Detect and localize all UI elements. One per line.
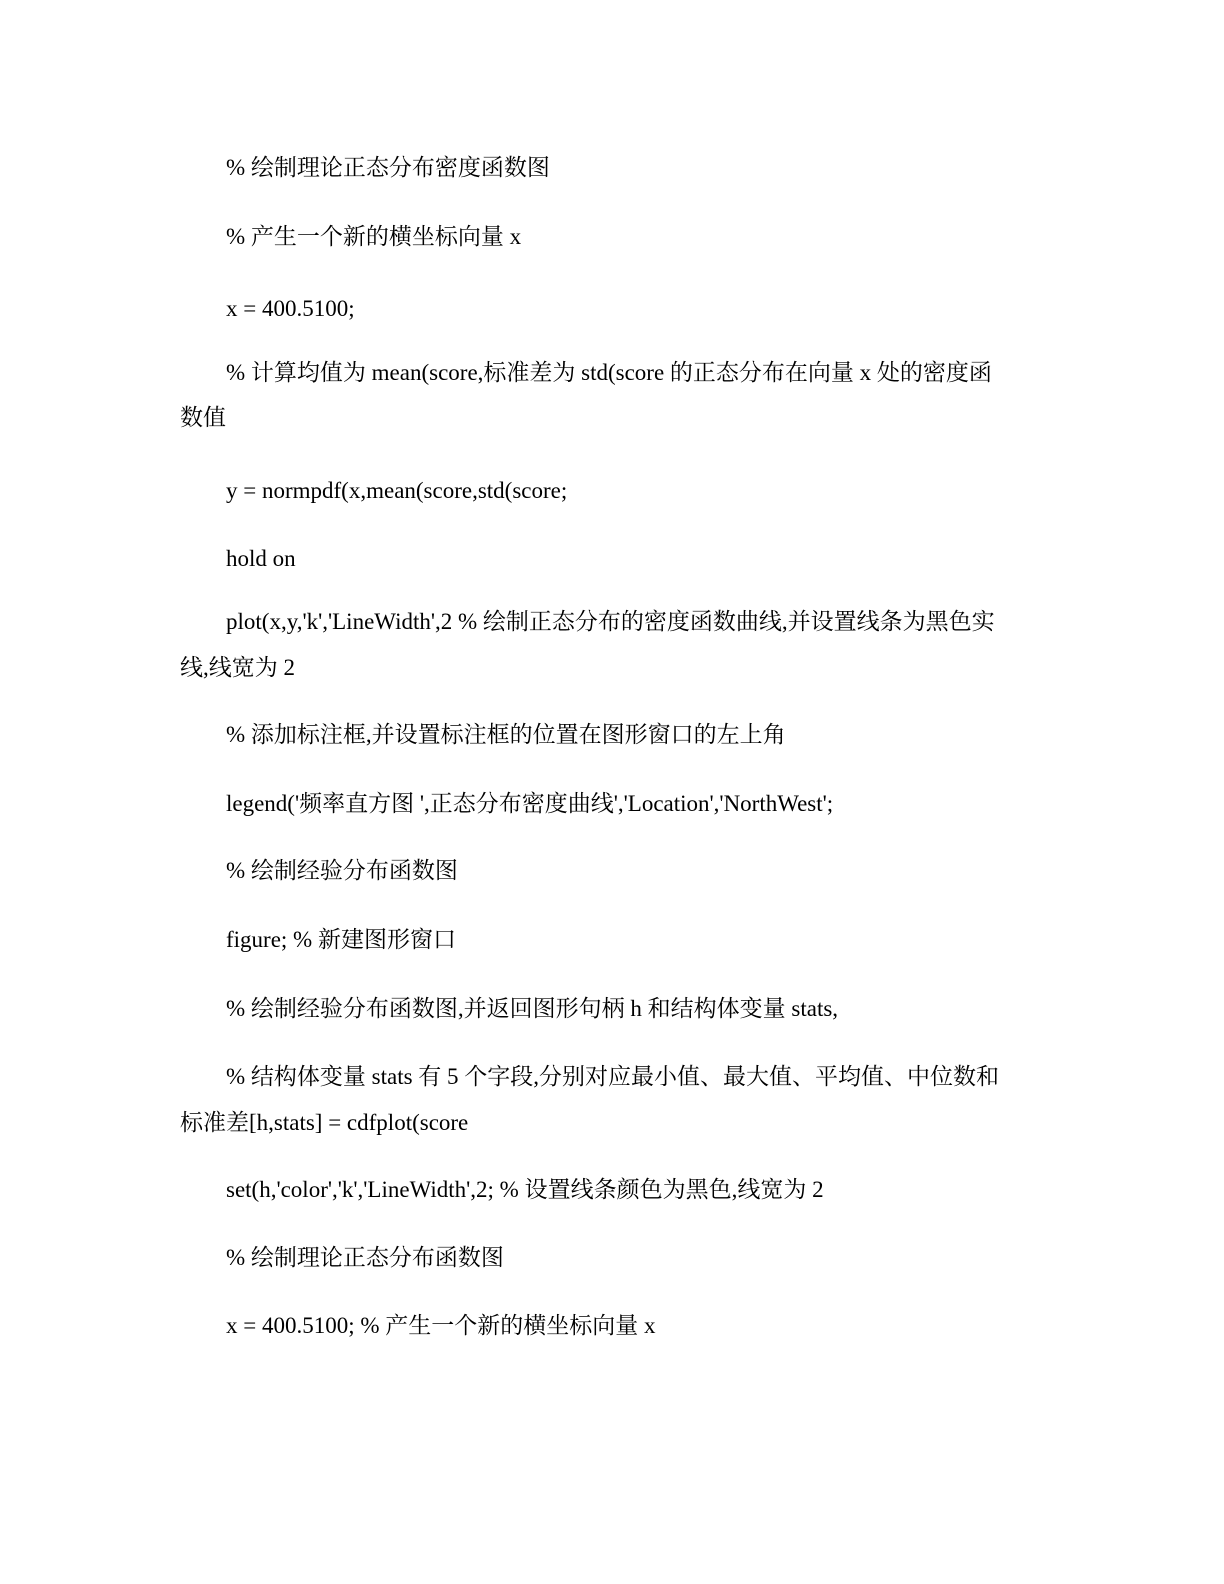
code-text: 标准差[h,stats] = cdfplot(score (180, 1110, 469, 1135)
comment-continuation: 线,线宽为 2 (180, 655, 295, 680)
comment-text: % 绘制理论正态分布函数图 (226, 1245, 504, 1270)
comment-text: % 计算均值为 mean(score,标准差为 std(score 的正态分布在向量 x 处的密度函 (226, 360, 992, 385)
comment-text: % 添加标注框,并设置标注框的位置在图形窗口的左上角 (226, 722, 786, 747)
code-text: x = 400.5100; % 产生一个新的横坐标向量 x (226, 1313, 656, 1338)
comment-text: % 绘制经验分布函数图,并返回图形句柄 h 和结构体变量 stats, (226, 996, 839, 1021)
comment-text: % 结构体变量 stats 有 5 个字段,分别对应最小值、最大值、平均值、中位数和 (226, 1064, 1000, 1089)
comment-continuation: 数值 (180, 405, 226, 430)
code-text: hold on (226, 546, 296, 571)
code-text: x = 400.5100; (226, 296, 355, 321)
code-text: figure; % 新建图形窗口 (226, 927, 456, 952)
code-text: plot(x,y,'k','LineWidth',2 % 绘制正态分布的密度函数曲线,并设置线条为黑色实 (226, 609, 995, 634)
code-text: set(h,'color','k','LineWidth',2; % 设置线条颜色为黑色,线宽为 2 (226, 1177, 824, 1202)
code-text: legend('频率直方图 ',正态分布密度曲线','Location','NorthWest'; (226, 791, 834, 816)
comment-text: % 绘制经验分布函数图 (226, 858, 458, 883)
code-text: y = normpdf(x,mean(score,std(score; (226, 478, 568, 503)
comment-text: % 绘制理论正态分布密度函数图 (226, 155, 550, 180)
comment-text: % 产生一个新的横坐标向量 x (226, 224, 522, 249)
